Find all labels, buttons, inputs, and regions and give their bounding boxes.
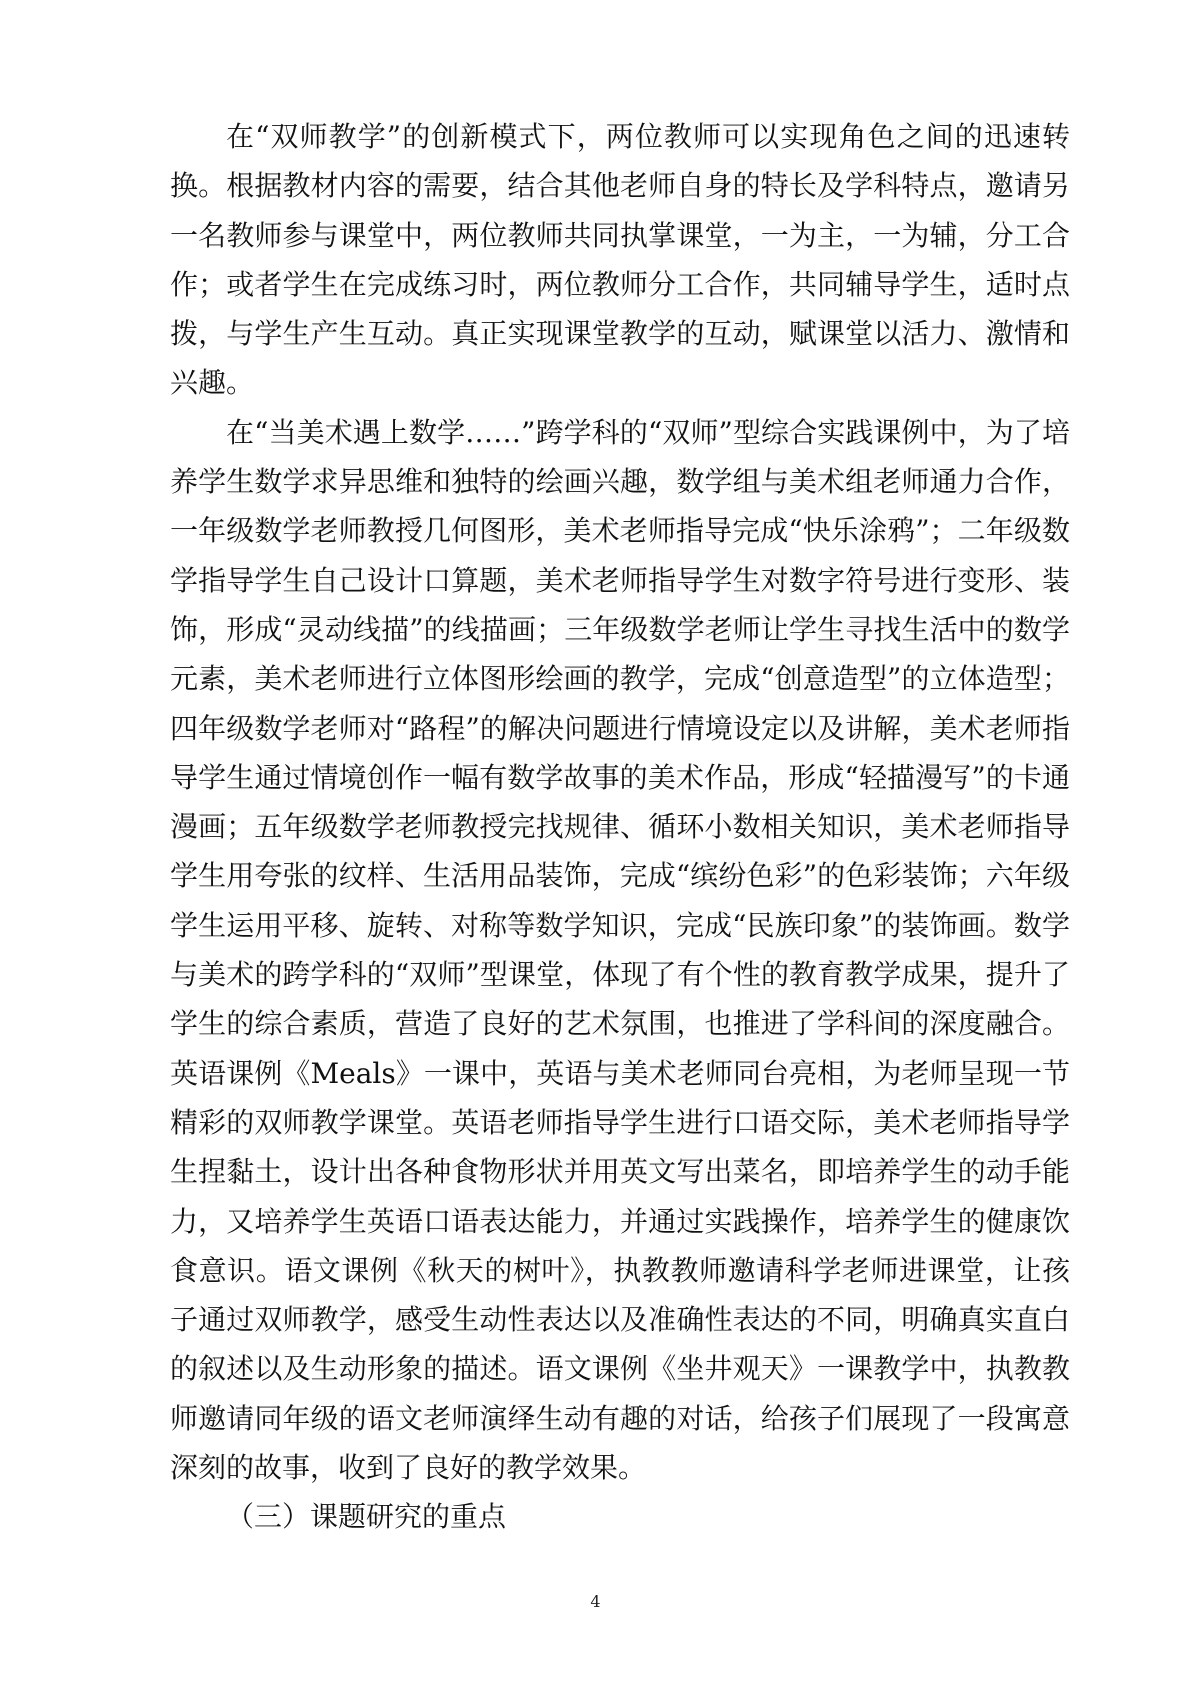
page-number: 4 [590, 1592, 601, 1611]
page-body [170, 112, 1070, 1542]
section-heading: （三）课题研究的重点 [226, 1500, 507, 1534]
paragraph-cross-discipline-cases: 在“当美术遇上数学……”跨学科的“双师”型综合实践课例中，为了培养学生数学求异思维和独特的绘画兴趣，数学组与美术组老师通力合作，一年级数学老师教授几何图形，美术老师指导完成“快乐涂鸦”；二年级数学指导学生自己设计口算题，美术老师指导学生对数字符号进行变形、装饰，形成“灵动线描”的线描画；三年级数学老师让学生寻找生活中的数学元素，美术老师进行立体图形绘画的教学，完成“创意造型”的立体造型；四年级数学老师对“路程”的解决问题进行情境设定以及讲解，美术老师指导学生通过情境创作一幅有数学故事的美术作品，形成“轻描漫写”的卡通漫画；五年级数学老师教授完找规律、循环小数相关知识，美术老师指导学生用夸张的纹样、生活用品装饰，完成“缤纷色彩”的色彩装饰；六年级学生运用平移、旋转、对称等数学知识，完成“民族印象”的装饰画。数学与美术的跨学科的“双师”型课堂，体现了有个性的教育教学成果，提升了学生的综合素质，营造了良好的艺术氛围，也推进了学科间的深度融合。英语课例《Meals》一课中，英语与美术老师同台亮相，为老师呈现一节精彩的双师教学课堂。英语老师指导学生进行口语交际，美术老师指导学生捏黏土，设计出各种食物形状并用英文写出菜名，即培养学生的动手能力，又培养学生英语口语表达能力，并通过实践操作，培养学生的健康饮食意识。语文课例《秋天的树叶》，执教教师邀请科学老师进课堂，让孩子通过双师教学，感受生动性表达以及准确性表达的不同，明确真实直白的叙述以及生动形象的描述。语文课例《坐井观天》一课教学中，执教教师邀请同年级的语文老师演绎生动有趣的对话，给孩子们展现了一段寓意深刻的故事，收到了良好的教学效果。 [170, 415, 1070, 1485]
paragraph-dual-teacher-mode: 在“双师教学”的创新模式下，两位教师可以实现角色之间的迅速转换。根据教材内容的需要，结合其他老师自身的特长及学科特点，邀请另一名教师参与课堂中，两位教师共同执掌课堂，一为主，一为辅，分工合作；或者学生在完成练习时，两位教师分工合作，共同辅导学生，适时点拨，与学生产生互动。真正实现课堂教学的互动，赋课堂以活力、激情和兴趣。 [170, 120, 1070, 400]
